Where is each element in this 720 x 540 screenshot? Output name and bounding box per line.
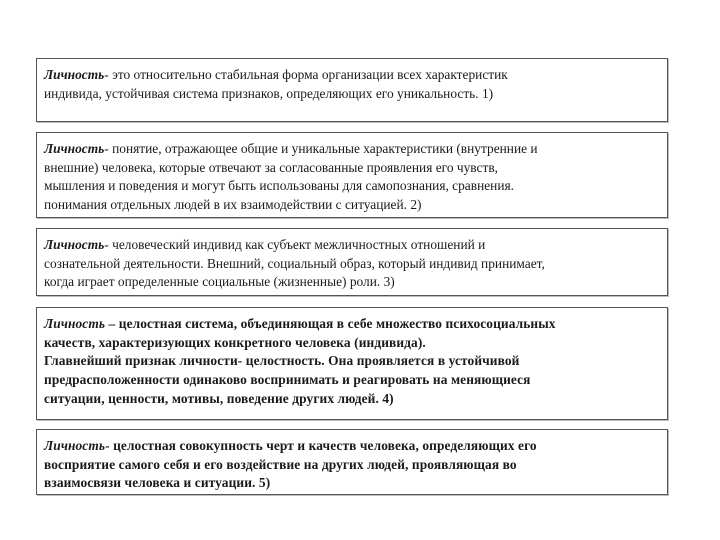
- definition-box-3: [36, 228, 668, 296]
- definition-line: понимания отдельных людей в их взаимодействии с ситуацией. 2): [44, 197, 422, 213]
- definition-line: качеств, характеризующих конкретного человека (индивида).: [44, 334, 426, 350]
- definition-box-5: [36, 429, 668, 495]
- definition-text: - целостная совокупность черт и качеств человека, определяющих его: [105, 438, 537, 453]
- definition-line: взаимосвязи человека и ситуации. 5): [44, 475, 271, 491]
- definition-term: Личность: [44, 67, 105, 82]
- definition-line: [44, 140, 660, 159]
- definition-box-4: [36, 307, 668, 420]
- definition-line: [44, 315, 660, 334]
- definition-term: Личность: [44, 141, 105, 156]
- definition-line: ситуации, ценности, мотивы, поведение других людей. 4): [44, 390, 394, 406]
- definition-line: когда играет определенные социальные (жизненные) роли. 3): [44, 274, 395, 290]
- definition-box-2: [36, 132, 668, 218]
- definition-line: внешние) человека, которые отвечают за согласованные проявления его чувств,: [44, 159, 498, 175]
- definition-line: Главнейший признак личности- целостность. Она проявляется в устойчивой: [44, 353, 520, 369]
- definition-text: - человеческий индивид как субъект межличностных отношений и: [104, 237, 486, 252]
- definition-text: - это относительно стабильная форма организации всех характеристик: [104, 67, 508, 82]
- definition-line: [44, 437, 660, 456]
- definition-line: сознательной деятельности. Внешний, социальный образ, который индивид принимает,: [44, 255, 545, 271]
- definition-text: – целостная система, объединяющая в себе множество психосоциальных: [105, 316, 556, 331]
- definition-term: Личность: [44, 316, 106, 331]
- definition-line: мышления и поведения и могут быть использованы для самопознания, сравнения.: [44, 178, 515, 194]
- definition-line: [44, 66, 660, 85]
- definition-line: предрасположенности одинаково воспринимать и реагировать на меняющиеся: [44, 372, 531, 388]
- definition-line: [44, 236, 660, 255]
- definition-box-1: [36, 58, 668, 122]
- definition-line: индивида, устойчивая система признаков, определяющих его уникальность. 1): [44, 85, 494, 101]
- definition-text: - понятие, отражающее общие и уникальные характеристики (внутренние и: [104, 141, 538, 156]
- definition-term: Личность: [44, 438, 106, 453]
- definition-term: Личность: [44, 237, 105, 252]
- definition-line: восприятие самого себя и его воздействие на других людей, проявляющая во: [44, 456, 517, 472]
